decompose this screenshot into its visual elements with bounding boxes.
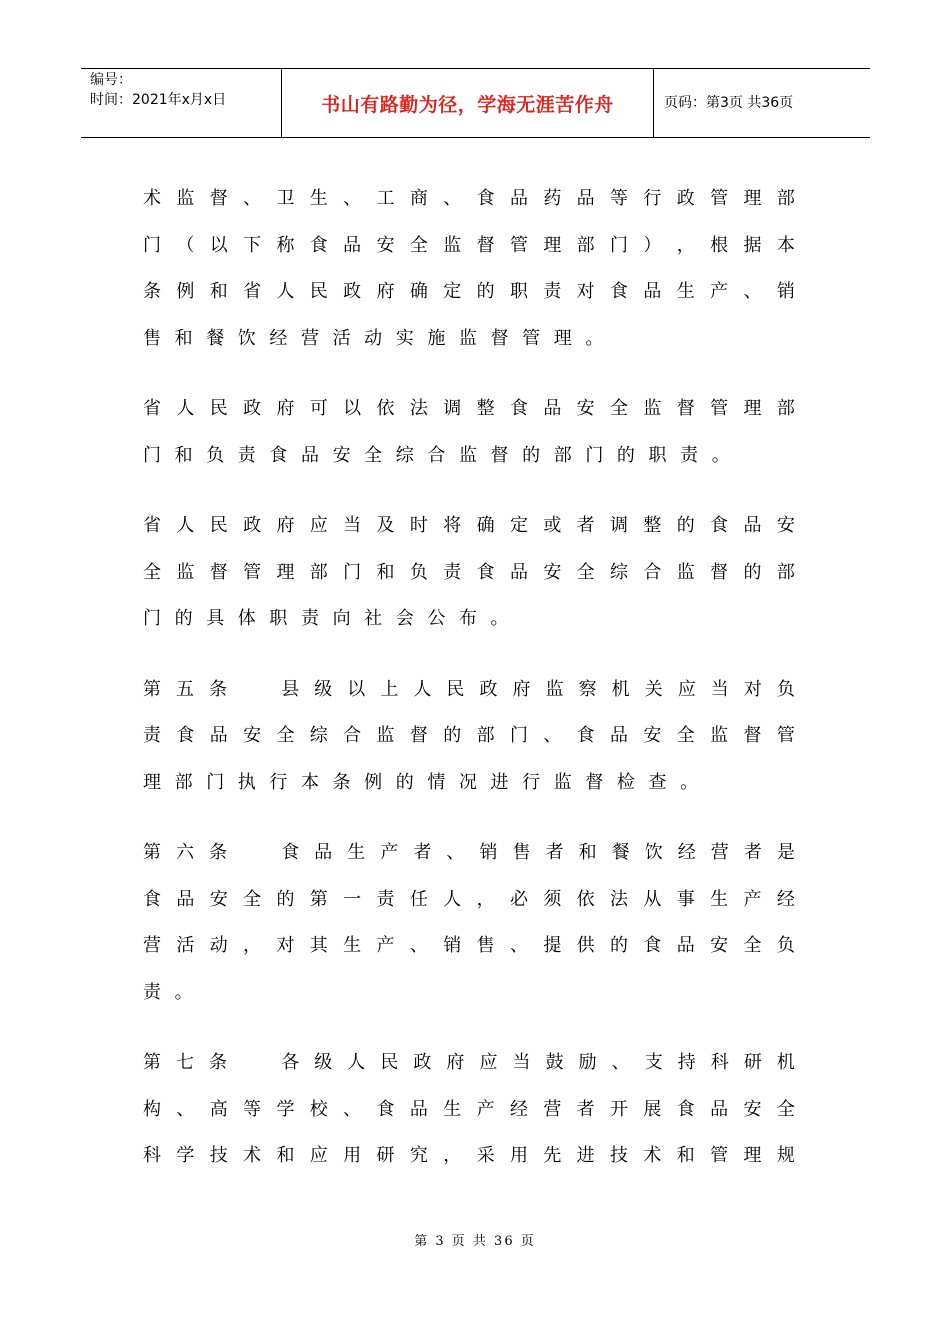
text-line: 售 和 餐 饮 经 营 活 动 实 施 监 督 管 理 。 bbox=[143, 327, 604, 349]
page-footer: 第 3 页 共 36 页 bbox=[414, 1234, 536, 1249]
text-line: 第 六 条 食 品 生 产 者 、 销 售 者 和 餐 饮 经 营 者 是 bbox=[143, 842, 795, 864]
text-line: 理 部 门 执 行 本 条 例 的 情 况 进 行 监 督 检 查 。 bbox=[143, 771, 699, 793]
text-line: 构 、 高 等 学 校 、 食 品 生 产 经 营 者 开 展 食 品 安 全 bbox=[143, 1098, 795, 1120]
text-line: 第 七 条 各 级 人 民 政 府 应 当 鼓 励 、 支 持 科 研 机 bbox=[143, 1052, 795, 1074]
text-line: 门 的 具 体 职 责 向 社 会 公 布 。 bbox=[143, 608, 509, 630]
text-line: 省 人 民 政 府 应 当 及 时 将 确 定 或 者 调 整 的 食 品 安 bbox=[143, 515, 795, 537]
text-line: 责 。 bbox=[143, 981, 193, 1003]
text-line: 门 （ 以 下 称 食 品 安 全 监 督 管 理 部 门 ） ， 根 据 本 bbox=[143, 234, 795, 256]
page-header bbox=[81, 68, 870, 138]
header-motto-cell bbox=[281, 69, 654, 137]
text-line: 责 食 品 安 全 综 合 监 督 的 部 门 、 食 品 安 全 监 督 管 bbox=[143, 725, 795, 747]
paragraph bbox=[143, 1038, 795, 1178]
paragraph bbox=[143, 828, 795, 1014]
text-line: 门 和 负 责 食 品 安 全 综 合 监 督 的 部 门 的 职 责 。 bbox=[143, 444, 730, 466]
header-page-cell bbox=[654, 69, 870, 137]
paragraph bbox=[143, 384, 795, 477]
header-page-info: 页码：第3页 共36页 bbox=[664, 95, 794, 111]
document-body bbox=[143, 174, 795, 1202]
paragraph bbox=[143, 174, 795, 360]
text-line: 食 品 安 全 的 第 一 责 任 人 ， 必 须 依 法 从 事 生 产 经 bbox=[143, 888, 795, 910]
paragraph bbox=[143, 665, 795, 805]
text-line: 省 人 民 政 府 可 以 依 法 调 整 食 品 安 全 监 督 管 理 部 bbox=[143, 398, 795, 420]
text-line: 营 活 动 ， 对 其 生 产 、 销 售 、 提 供 的 食 品 安 全 负 bbox=[143, 935, 795, 957]
text-line: 术 监 督 、 卫 生 、 工 商 、 食 品 药 品 等 行 政 管 理 部 bbox=[143, 188, 795, 210]
header-meta-cell bbox=[81, 69, 281, 137]
text-line: 科 学 技 术 和 应 用 研 究 ， 采 用 先 进 技 术 和 管 理 规 bbox=[143, 1145, 795, 1167]
text-line: 条 例 和 省 人 民 政 府 确 定 的 职 责 对 食 品 生 产 、 销 bbox=[143, 281, 795, 303]
header-motto: 书山有路勤为径，学海无涯苦作舟 bbox=[321, 94, 614, 116]
document-number-label: 编号： bbox=[90, 72, 132, 88]
paragraph bbox=[143, 501, 795, 641]
text-line: 全 监 督 管 理 部 门 和 负 责 食 品 安 全 综 合 监 督 的 部 bbox=[143, 561, 795, 583]
document-time-label: 时间：2021年x月x日 bbox=[90, 92, 227, 108]
text-line: 第 五 条 县 级 以 上 人 民 政 府 监 察 机 关 应 当 对 负 bbox=[143, 678, 795, 700]
